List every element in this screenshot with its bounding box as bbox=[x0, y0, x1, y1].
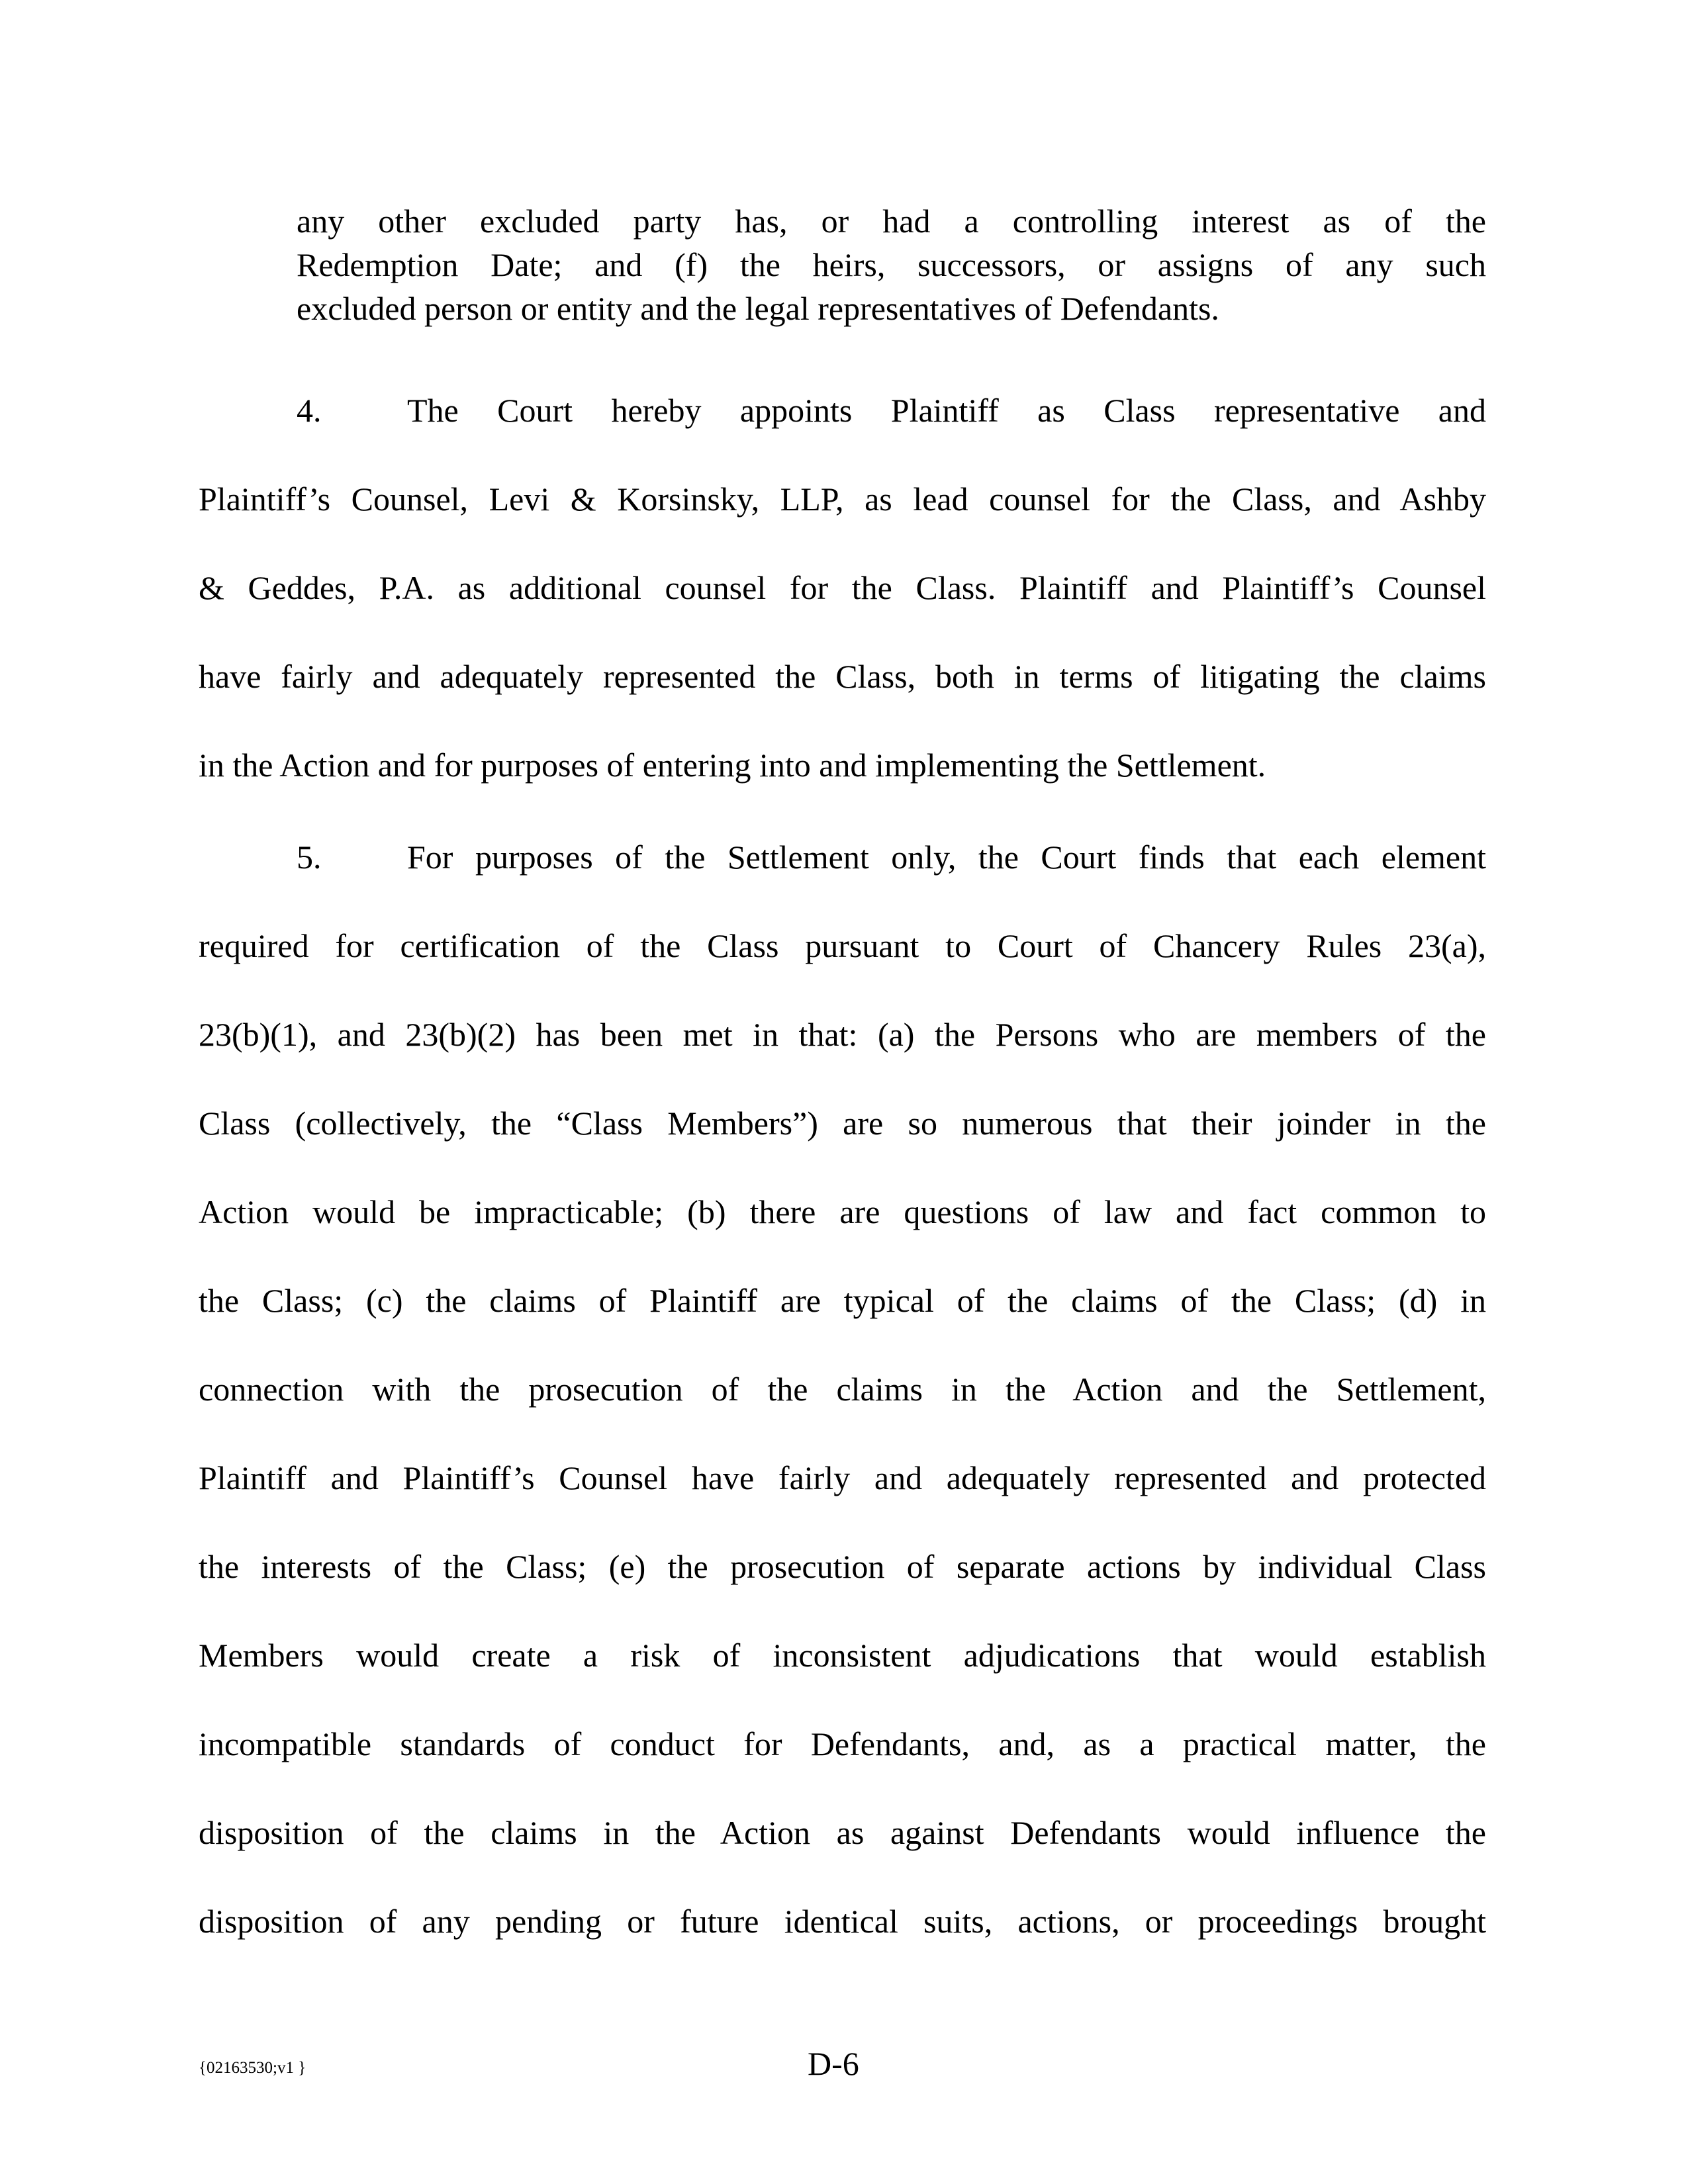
paragraph-5-line-6: the Class; (c) the claims of Plaintiff are typical of the claims of the Class; (d) in bbox=[199, 1282, 1486, 1319]
paragraph-5-number: 5. bbox=[297, 839, 322, 876]
paragraph-4-line-5: in the Action and for purposes of entering into and implementing the Settlement. bbox=[199, 747, 1266, 784]
paragraph-5-line-5: Action would be impracticable; (b) there are questions of law and fact common to bbox=[199, 1193, 1486, 1230]
paragraph-4-line-4: have fairly and adequately represented the Class, both in terms of litigating the claims bbox=[199, 658, 1486, 695]
paragraph-5-line-4: Class (collectively, the “Class Members”) are so numerous that their joinder in the bbox=[199, 1105, 1486, 1142]
paragraph-5-line-12: disposition of the claims in the Action as against Defendants would influence the bbox=[199, 1814, 1486, 1851]
footer-document-id: {02163530;v1 } bbox=[199, 2059, 306, 2077]
paragraph-5-line-10: Members would create a risk of inconsistent adjudications that would establish bbox=[199, 1637, 1486, 1674]
continuation-line-1: any other excluded party has, or had a controlling interest as of the bbox=[297, 203, 1486, 240]
continuation-line-3: excluded person or entity and the legal representatives of Defendants. bbox=[297, 290, 1219, 327]
paragraph-4-number: 4. bbox=[297, 392, 322, 429]
paragraph-5-line-8: Plaintiff and Plaintiff’s Counsel have fairly and adequately represented and protected bbox=[199, 1459, 1486, 1496]
paragraph-5-first-line: For purposes of the Settlement only, the Court finds that each element bbox=[407, 839, 1486, 876]
paragraph-5-line-7: connection with the prosecution of the claims in the Action and the Settlement, bbox=[199, 1371, 1486, 1408]
paragraph-5-line-2: required for certification of the Class pursuant to Court of Chancery Rules 23(a), bbox=[199, 927, 1486, 964]
paragraph-4-first-line: The Court hereby appoints Plaintiff as Class representative and bbox=[407, 392, 1486, 429]
paragraph-5-line-3: 23(b)(1), and 23(b)(2) has been met in that: (a) the Persons who are members of the bbox=[199, 1016, 1486, 1053]
paragraph-4-line-2: Plaintiff’s Counsel, Levi & Korsinsky, LLP, as lead counsel for the Class, and Ashby bbox=[199, 480, 1486, 518]
paragraph-5-line-9: the interests of the Class; (e) the prosecution of separate actions by individual Class bbox=[199, 1548, 1486, 1585]
paragraph-5-line-13: disposition of any pending or future identical suits, actions, or proceedings brought bbox=[199, 1903, 1486, 1940]
footer-page-number: D-6 bbox=[808, 2045, 859, 2082]
continuation-line-2: Redemption Date; and (f) the heirs, successors, or assigns of any such bbox=[297, 246, 1486, 283]
paragraph-5-line-11: incompatible standards of conduct for Defendants, and, as a practical matter, the bbox=[199, 1725, 1486, 1762]
paragraph-4-line-3: & Geddes, P.A. as additional counsel for the Class. Plaintiff and Plaintiff’s Counsel bbox=[199, 569, 1486, 606]
